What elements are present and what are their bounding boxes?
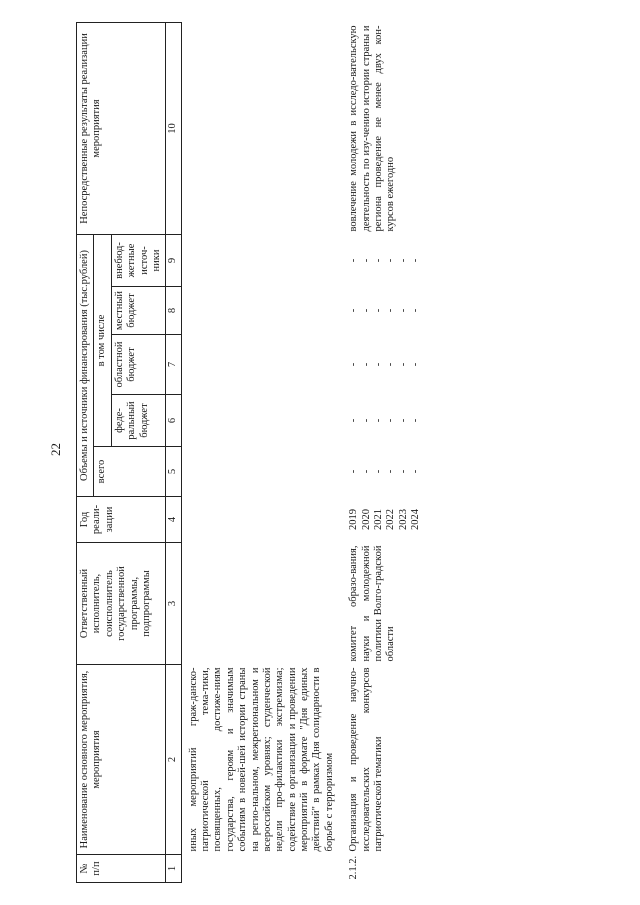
column-number: 9 bbox=[166, 234, 181, 286]
column-number: 6 bbox=[166, 395, 181, 447]
federal-values: - - - - - - bbox=[348, 418, 421, 423]
column-number: 10 bbox=[166, 22, 181, 234]
header-extrabudget: внебюд-жетные источ-ники bbox=[111, 234, 166, 286]
row-name: Организация и проведение научно-исследовательских конкурсов патриотической тематики bbox=[348, 667, 384, 852]
page-number: 22 bbox=[48, 443, 63, 456]
header-local: местный бюджет bbox=[111, 287, 166, 335]
table-row bbox=[338, 22, 424, 882]
year: 2020 bbox=[360, 509, 372, 530]
column-number: 8 bbox=[166, 287, 181, 335]
program-table bbox=[76, 22, 424, 883]
header-number: № п/п bbox=[77, 855, 166, 883]
column-number: 5 bbox=[166, 447, 181, 497]
year: 2024 bbox=[410, 509, 421, 530]
header-results: Непосредственные результаты реализации мероприятия bbox=[77, 22, 166, 234]
local-values: - - - - - - bbox=[348, 308, 421, 313]
column-number: 3 bbox=[166, 543, 181, 665]
header-federal: феде-ральный бюджет bbox=[111, 395, 166, 447]
column-number: 7 bbox=[166, 335, 181, 395]
year: 2023 bbox=[397, 509, 409, 530]
column-number: 2 bbox=[166, 665, 181, 855]
rotated-table-page bbox=[76, 23, 616, 883]
year: 2021 bbox=[372, 509, 384, 530]
header-funding: Объемы и источники финансирования (тыс.рублей) bbox=[77, 234, 94, 496]
regional-values: - - - - - - bbox=[348, 362, 421, 367]
header-year: Год реали-зации bbox=[77, 497, 166, 543]
column-number: 4 bbox=[166, 497, 181, 543]
total-values: - - - - - - bbox=[348, 469, 421, 474]
header-total: всего bbox=[94, 447, 166, 497]
header-regional: областной бюджет bbox=[111, 335, 166, 395]
extrabudget-values: - - - - - - bbox=[348, 258, 421, 263]
column-number: 1 bbox=[166, 855, 181, 883]
header-name: Наименование основного мероприятия, мероприятия bbox=[77, 665, 166, 855]
row-number: 2.1.2. bbox=[348, 855, 360, 880]
year: 2022 bbox=[385, 509, 397, 530]
continuation-text: иных мероприятий граж-данско-патриотической тема-тики, посвященных, достиже-ниям государства, героям и значимым событиям в новей-шей истории страны на регио-нальном, межрегиональном и всероссийском уровнях; студенческой недели про-филактики экстремизма; содействие в организации и проведении мероприятий в формате "Дня единых действий" в рамках Дня солидарности в борьбе с терроризмом bbox=[187, 667, 335, 852]
continuation-row bbox=[181, 22, 338, 882]
row-years bbox=[338, 497, 424, 543]
year: 2019 bbox=[348, 509, 360, 530]
column-numbers-row bbox=[166, 22, 181, 882]
header-executor: Ответственный исполнитель, соисполнитель государственной программы, подпрограммы bbox=[77, 543, 166, 665]
header-in-that-number: в том числе bbox=[94, 234, 111, 446]
row-executor: комитет образо-вания, науки и молодежной политики Волго-градской области bbox=[348, 545, 397, 662]
row-results: вовлечение молодежи в исследо-вательскую деятельность по изу-чению истории страны и региона проведение не менее двух кон-курсов ежегодно bbox=[348, 25, 397, 232]
